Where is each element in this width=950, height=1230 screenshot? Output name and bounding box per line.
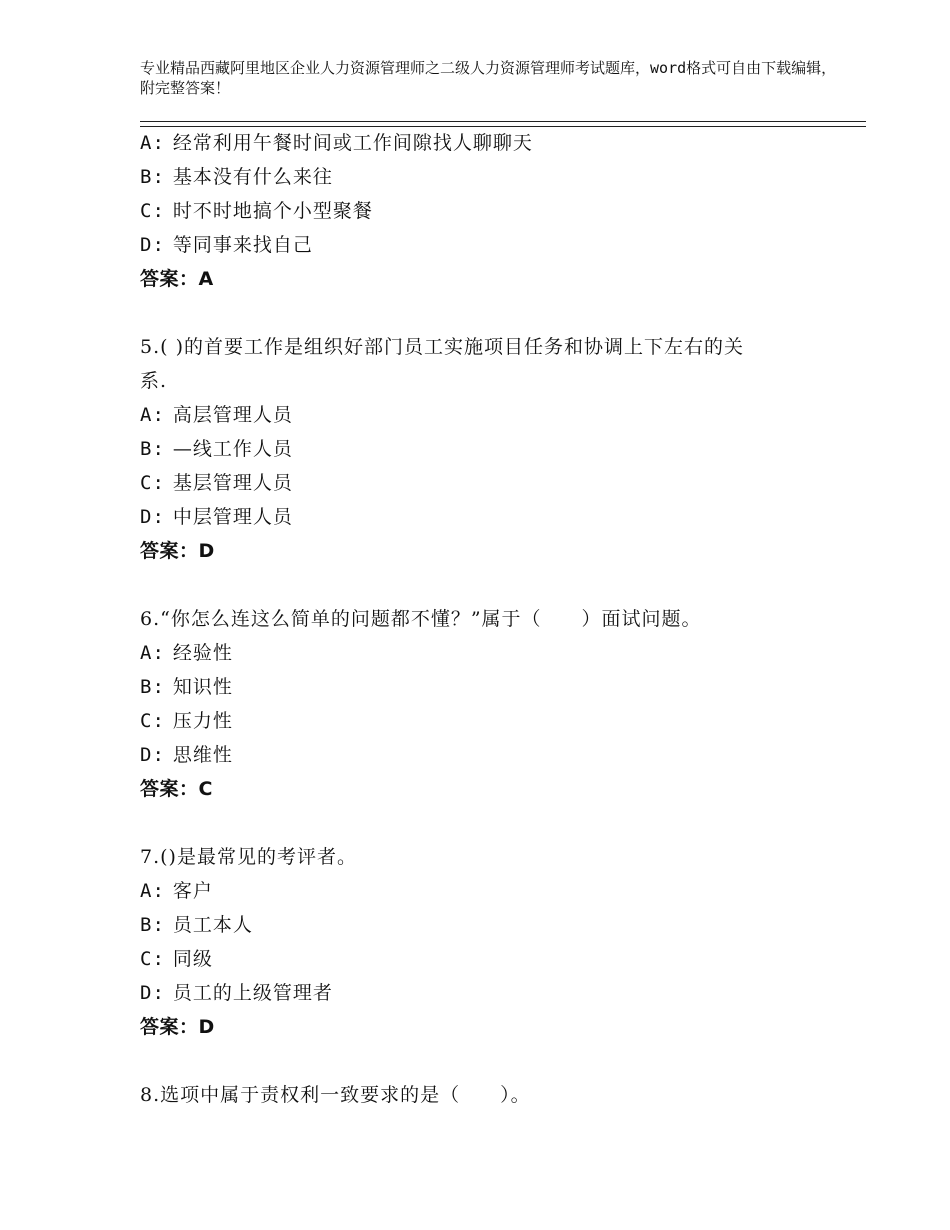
option-label: D: <box>140 506 165 528</box>
spacer <box>140 1044 840 1078</box>
option-d <box>140 500 840 534</box>
answer-line: 答案：A <box>140 268 214 290</box>
option-b <box>140 160 840 194</box>
document-body <box>140 126 840 1112</box>
answer-line: 答案：D <box>140 1016 215 1038</box>
question-text: 8.选项中属于责权利一致要求的是（ ）。 <box>140 1084 531 1106</box>
question-6 <box>140 602 840 806</box>
document-header: 专业精品西藏阿里地区企业人力资源管理师之二级人力资源管理师考试题库，word格式可自由下载编辑，附完整答案！ <box>140 59 837 97</box>
option-text: 员工本人 <box>172 914 253 936</box>
option-label: A: <box>140 404 165 426</box>
answer-line: 答案：C <box>140 778 213 800</box>
option-text: 高层管理人员 <box>172 404 293 426</box>
option-label: A: <box>140 132 165 154</box>
question-7 <box>140 840 840 1044</box>
option-label: B: <box>140 438 165 460</box>
option-c <box>140 942 840 976</box>
spacer <box>140 296 840 330</box>
option-text: 基层管理人员 <box>172 472 293 494</box>
option-a <box>140 874 840 908</box>
option-text: 知识性 <box>172 676 233 698</box>
option-text: 客户 <box>172 880 213 902</box>
question-5 <box>140 330 840 568</box>
question-text-continued: 系. <box>140 370 168 392</box>
option-text: 时不时地搞个小型聚餐 <box>172 200 373 222</box>
option-label: A: <box>140 880 165 902</box>
option-c <box>140 194 840 228</box>
spacer <box>140 568 840 602</box>
option-b <box>140 432 840 466</box>
answer-line: 答案：D <box>140 540 215 562</box>
option-label: A: <box>140 642 165 664</box>
option-label: B: <box>140 166 165 188</box>
spacer <box>140 806 840 840</box>
option-d <box>140 738 840 772</box>
option-c <box>140 704 840 738</box>
option-text: 经常利用午餐时间或工作间隙找人聊聊天 <box>172 132 533 154</box>
option-d <box>140 228 840 262</box>
option-b <box>140 670 840 704</box>
option-text: —线工作人员 <box>172 438 293 460</box>
option-c <box>140 466 840 500</box>
option-text: 压力性 <box>172 710 233 732</box>
option-text: 经验性 <box>172 642 233 664</box>
option-a <box>140 126 840 160</box>
option-label: B: <box>140 914 165 936</box>
option-a <box>140 398 840 432</box>
option-label: B: <box>140 676 165 698</box>
option-b <box>140 908 840 942</box>
option-label: D: <box>140 982 165 1004</box>
option-label: C: <box>140 710 165 732</box>
option-label: C: <box>140 472 165 494</box>
option-text: 中层管理人员 <box>172 506 293 528</box>
option-text: 同级 <box>172 948 213 970</box>
option-d <box>140 976 840 1010</box>
option-label: D: <box>140 234 165 256</box>
question-text: 7.()是最常见的考评者。 <box>140 846 357 868</box>
question-text: 5.( )的首要工作是组织好部门员工实施项目任务和协调上下左右的关 <box>140 336 744 358</box>
option-label: D: <box>140 744 165 766</box>
question-8 <box>140 1078 840 1112</box>
option-text: 等同事来找自己 <box>172 234 313 256</box>
option-text: 思维性 <box>172 744 233 766</box>
option-label: C: <box>140 948 165 970</box>
question-text: 6.“你怎么连这么简单的问题都不懂？”属于（ ）面试问题。 <box>140 608 702 630</box>
option-a <box>140 636 840 670</box>
option-label: C: <box>140 200 165 222</box>
option-text: 员工的上级管理者 <box>172 982 333 1004</box>
question-4 <box>140 126 840 296</box>
option-text: 基本没有什么来往 <box>172 166 333 188</box>
